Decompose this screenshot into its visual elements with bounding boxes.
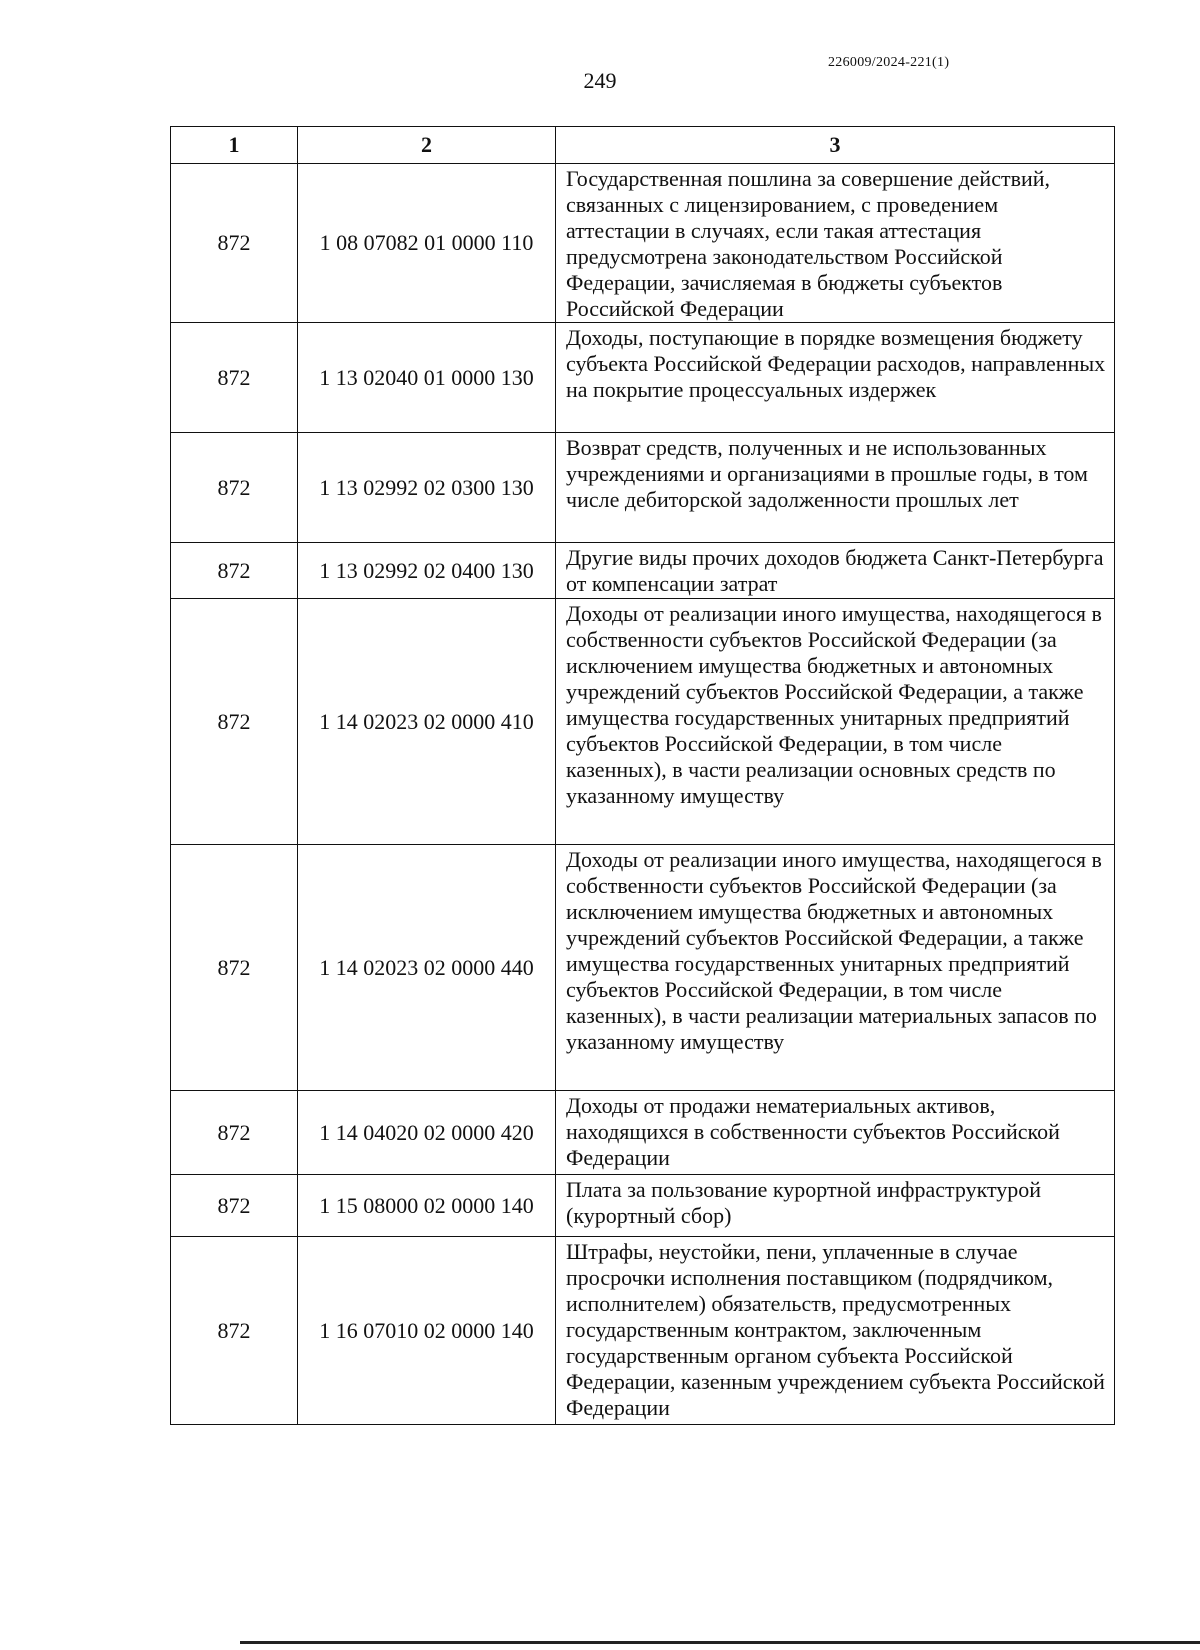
scan-edge-line bbox=[240, 1641, 1200, 1644]
admin-code-cell: 872 bbox=[171, 543, 298, 599]
description-cell: Государственная пошлина за совершение действий, связанных с лицензированием, с проведением аттестации в случаях, если такая аттестация предусмотрена законодательством Российской Федерации, зачисляемая в бюджеты субъектов Российской Федерации bbox=[556, 164, 1115, 323]
table-row bbox=[171, 1237, 1115, 1425]
table-row bbox=[171, 323, 1115, 433]
page-number: 249 bbox=[583, 68, 617, 93]
revenue-code-cell: 1 13 02992 02 0400 130 bbox=[298, 543, 556, 599]
revenue-code-cell: 1 14 04020 02 0000 420 bbox=[298, 1091, 556, 1175]
admin-code-cell: 872 bbox=[171, 164, 298, 323]
table-row bbox=[171, 433, 1115, 543]
column-header-3: 3 bbox=[556, 127, 1115, 164]
revenue-code-cell: 1 14 02023 02 0000 440 bbox=[298, 845, 556, 1091]
revenue-codes-table bbox=[170, 126, 1115, 1425]
table-row bbox=[171, 164, 1115, 323]
description-cell: Штрафы, неустойки, пени, уплаченные в случае просрочки исполнения поставщиком (подрядчиком, исполнителем) обязательств, предусмотренных государственным контрактом, заключенным государственным органом субъекта Российской Федерации, казенным учреждением субъекта Российской Федерации bbox=[556, 1237, 1115, 1425]
admin-code-cell: 872 bbox=[171, 323, 298, 433]
admin-code-cell: 872 bbox=[171, 433, 298, 543]
description-cell: Доходы, поступающие в порядке возмещения бюджету субъекта Российской Федерации расходов, направленных на покрытие процессуальных издержек bbox=[556, 323, 1115, 433]
admin-code-cell: 872 bbox=[171, 1175, 298, 1237]
admin-code-cell: 872 bbox=[171, 599, 298, 845]
column-header-1: 1 bbox=[171, 127, 298, 164]
table-row bbox=[171, 599, 1115, 845]
admin-code-cell: 872 bbox=[171, 1237, 298, 1425]
revenue-code-cell: 1 14 02023 02 0000 410 bbox=[298, 599, 556, 845]
admin-code-cell: 872 bbox=[171, 845, 298, 1091]
revenue-code-cell: 1 13 02040 01 0000 130 bbox=[298, 323, 556, 433]
table-row bbox=[171, 1175, 1115, 1237]
description-cell: Возврат средств, полученных и не использованных учреждениями и организациями в прошлые годы, в том числе дебиторской задолженности прошлых лет bbox=[556, 433, 1115, 543]
revenue-code-cell: 1 08 07082 01 0000 110 bbox=[298, 164, 556, 323]
table-row bbox=[171, 543, 1115, 599]
table-row bbox=[171, 845, 1115, 1091]
description-cell: Доходы от продажи нематериальных активов, находящихся в собственности субъектов Российской Федерации bbox=[556, 1091, 1115, 1175]
document-id: 226009/2024-221(1) bbox=[828, 55, 950, 70]
revenue-code-cell: 1 13 02992 02 0300 130 bbox=[298, 433, 556, 543]
table-header-row bbox=[171, 127, 1115, 164]
description-cell: Доходы от реализации иного имущества, находящегося в собственности субъектов Российской Федерации (за исключением имущества бюджетных и автономных учреждений субъектов Российской Федерации, а также имущества государственных унитарных предприятий субъектов Российской Федерации, в том числе казенных), в части реализации материальных запасов по указанному имуществу bbox=[556, 845, 1115, 1091]
revenue-code-cell: 1 16 07010 02 0000 140 bbox=[298, 1237, 556, 1425]
description-cell: Другие виды прочих доходов бюджета Санкт-Петербурга от компенсации затрат bbox=[556, 543, 1115, 599]
description-cell: Плата за пользование курортной инфраструктурой (курортный сбор) bbox=[556, 1175, 1115, 1237]
column-header-2: 2 bbox=[298, 127, 556, 164]
table-row bbox=[171, 1091, 1115, 1175]
description-cell: Доходы от реализации иного имущества, находящегося в собственности субъектов Российской Федерации (за исключением имущества бюджетных и автономных учреждений субъектов Российской Федерации, а также имущества государственных унитарных предприятий субъектов Российской Федерации, в том числе казенных), в части реализации основных средств по указанному имуществу bbox=[556, 599, 1115, 845]
admin-code-cell: 872 bbox=[171, 1091, 298, 1175]
revenue-code-cell: 1 15 08000 02 0000 140 bbox=[298, 1175, 556, 1237]
